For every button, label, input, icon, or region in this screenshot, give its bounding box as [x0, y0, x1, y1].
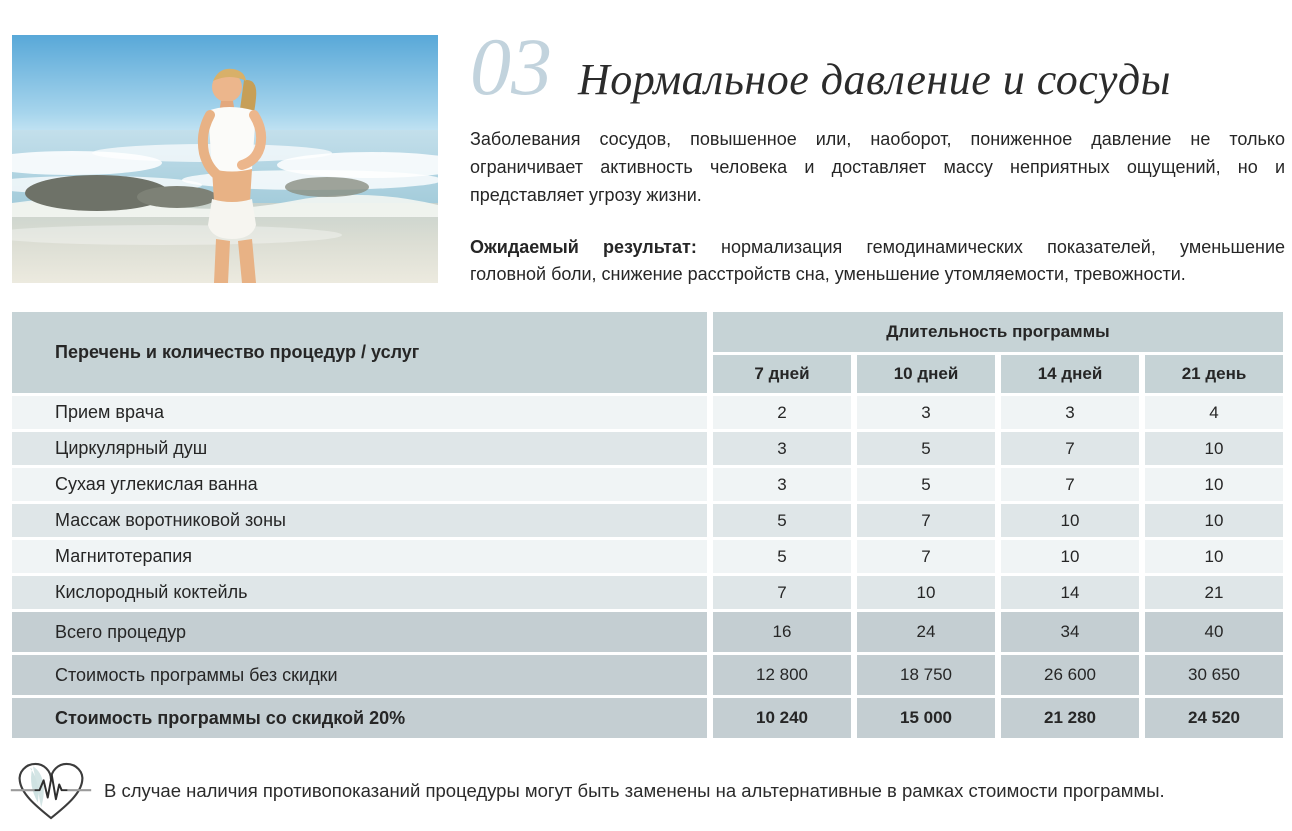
expected-line: головной боли, снижение расстройств сна, уменьшение утомляемости, тревожности.: [470, 264, 1186, 285]
heading-block: [470, 21, 1286, 289]
value-cell: 18 750: [857, 655, 995, 695]
value-cell: 14: [1001, 576, 1139, 609]
value-cell: 3: [713, 432, 851, 465]
value-cell: 3: [713, 468, 851, 501]
value-cell: 10: [1001, 504, 1139, 537]
value-cell: 10: [1145, 504, 1283, 537]
expected-result-paragraph: [470, 234, 1285, 290]
heart-ecg-icon: [10, 754, 92, 828]
value-cell: 5: [857, 468, 995, 501]
expected-result-text: нормализация гемодинамических показателей, уменьшение: [696, 236, 1286, 257]
procedure-label: Массаж воротниковой зоны: [12, 504, 707, 537]
value-cell: 2: [713, 396, 851, 429]
beach-photo-illustration: [12, 35, 438, 283]
value-cell: 30 650: [1145, 655, 1283, 695]
value-cell: 10: [1145, 540, 1283, 573]
value-cell: 3: [857, 396, 995, 429]
procedure-label: Сухая углекислая ванна: [12, 468, 707, 501]
procedure-label: Всего процедур: [12, 612, 707, 652]
procedure-label: Стоимость программы со скидкой 20%: [12, 698, 707, 738]
table-header-procedures: Перечень и количество процедур / услуг: [12, 312, 707, 393]
procedure-label: Стоимость программы без скидки: [12, 655, 707, 695]
value-cell: 21: [1145, 576, 1283, 609]
value-cell: 7: [857, 540, 995, 573]
table-header-duration: Длительность программы: [713, 312, 1283, 352]
intro-line: Заболевания сосудов, повышенное или, наоборот, пониженное давление не только: [470, 128, 1285, 149]
intro-paragraph: [470, 126, 1285, 210]
section-number: 03: [470, 21, 552, 112]
duration-col-header: 21 день: [1145, 355, 1283, 393]
duration-col-header: 14 дней: [1001, 355, 1139, 393]
value-cell: 4: [1145, 396, 1283, 429]
value-cell: 16: [713, 612, 851, 652]
value-cell: 10 240: [713, 698, 851, 738]
value-cell: 34: [1001, 612, 1139, 652]
expected-line: [470, 234, 1285, 262]
procedure-label: Прием врача: [12, 396, 707, 429]
page-title: Нормальное давление и сосуды: [578, 55, 1171, 104]
pricing-table: [12, 312, 1283, 738]
duration-col-header: 10 дней: [857, 355, 995, 393]
value-cell: 24: [857, 612, 995, 652]
value-cell: 3: [1001, 396, 1139, 429]
value-cell: 24 520: [1145, 698, 1283, 738]
value-cell: 5: [713, 540, 851, 573]
value-cell: 5: [713, 504, 851, 537]
value-cell: 7: [1001, 432, 1139, 465]
procedure-label: Циркулярный душ: [12, 432, 707, 465]
value-cell: 7: [1001, 468, 1139, 501]
footer-note-row: [10, 754, 1285, 828]
value-cell: 40: [1145, 612, 1283, 652]
value-cell: 26 600: [1001, 655, 1139, 695]
value-cell: 15 000: [857, 698, 995, 738]
value-cell: 10: [857, 576, 995, 609]
intro-line: ограничивает активность человека и доставляет массу неприятных ощущений, но и: [470, 156, 1285, 177]
beach-photo: [12, 35, 438, 283]
value-cell: 10: [1145, 468, 1283, 501]
value-cell: 7: [713, 576, 851, 609]
value-cell: 12 800: [713, 655, 851, 695]
value-cell: 21 280: [1001, 698, 1139, 738]
procedure-label: Магнитотерапия: [12, 540, 707, 573]
intro-line: представляет угрозу жизни.: [470, 184, 702, 205]
value-cell: 7: [857, 504, 995, 537]
duration-col-header: 7 дней: [713, 355, 851, 393]
value-cell: 5: [857, 432, 995, 465]
value-cell: 10: [1001, 540, 1139, 573]
procedure-label: Кислородный коктейль: [12, 576, 707, 609]
footer-note: В случае наличия противопоказаний процедуры могут быть заменены на альтернативные в рамках стоимости программы.: [104, 780, 1165, 801]
expected-result-label: Ожидаемый результат:: [470, 236, 697, 257]
title-row: [470, 21, 1285, 112]
value-cell: 10: [1145, 432, 1283, 465]
